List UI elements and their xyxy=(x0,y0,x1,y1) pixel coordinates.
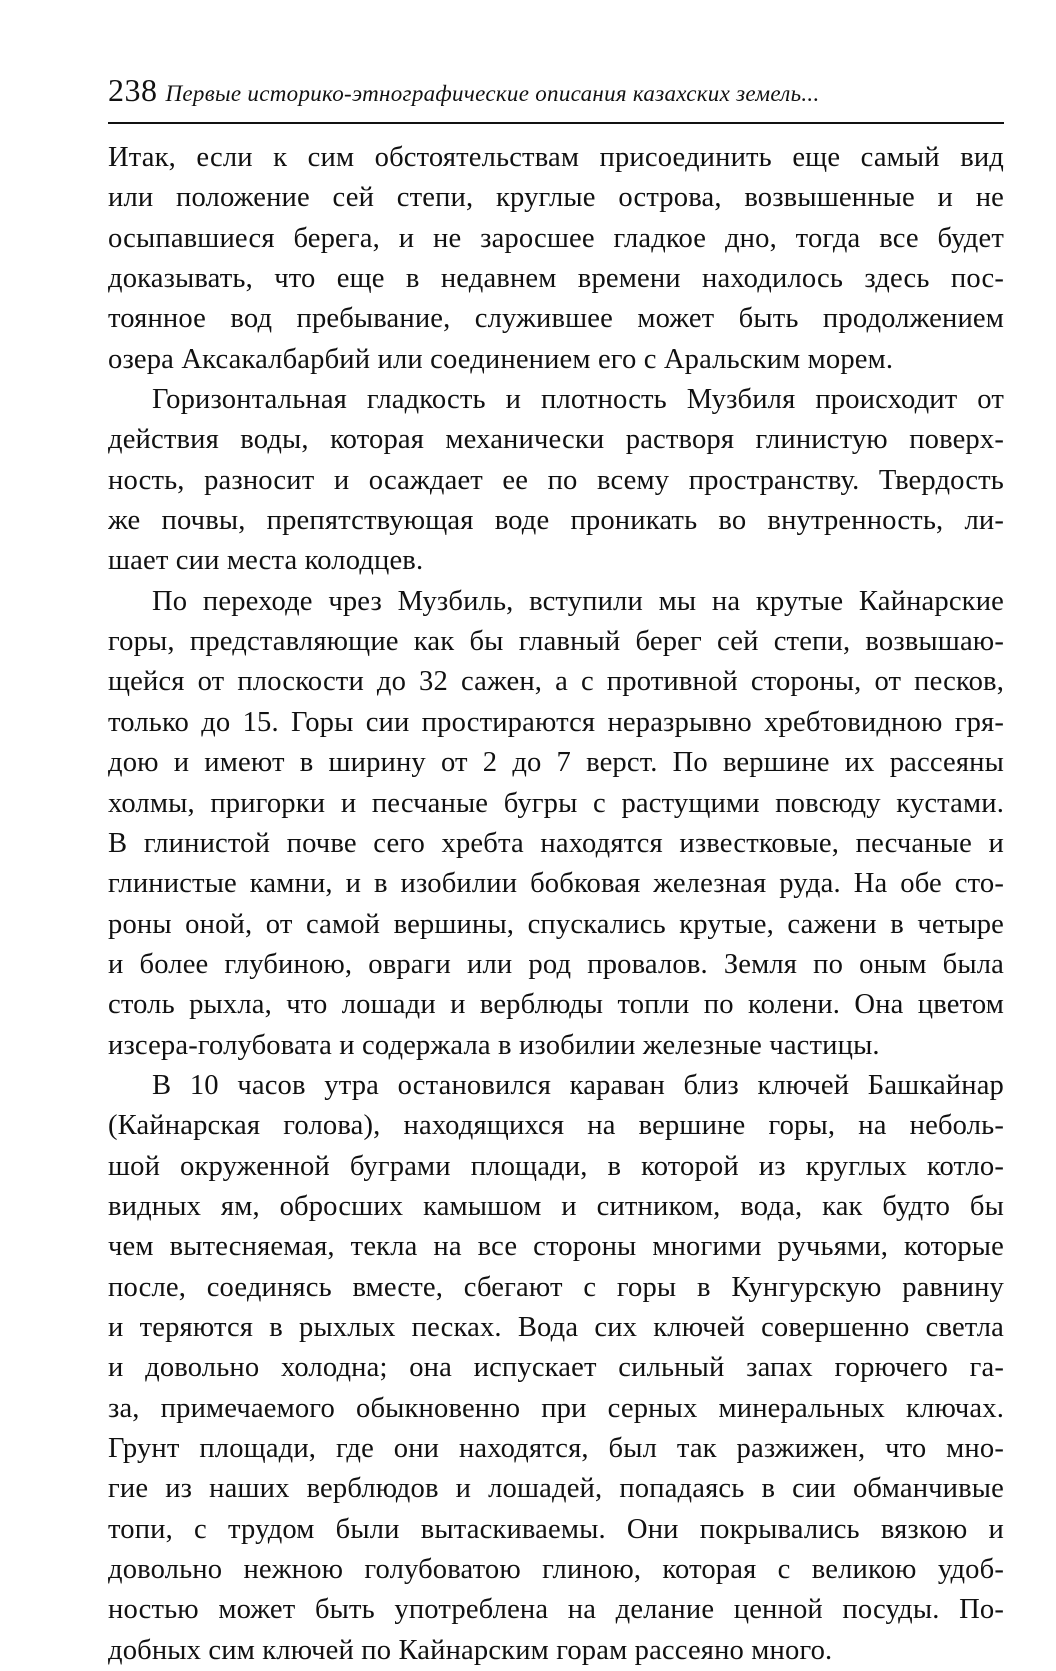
text-line: чем вытесняемая, текла на все стороны многими ручьями, которые xyxy=(108,1231,1004,1263)
paragraph-3 xyxy=(108,582,1004,1066)
page-number: 238 xyxy=(108,72,158,108)
text-line: доказывать, что еще в недавнем времени находилось здесь пос- xyxy=(108,263,1004,295)
text-line: добных сим ключей по Кайнарским горам рассеяно много. xyxy=(108,1634,833,1666)
paragraph-1 xyxy=(108,138,1004,380)
paragraph-4 xyxy=(108,1066,1004,1671)
text-line: же почвы, препятствующая воде проникать во внутренность, ли- xyxy=(108,505,1004,537)
text-line: горы, представляющие как бы главный берег сей степи, возвышаю- xyxy=(108,626,1004,658)
text-line: осыпавшиеся берега, и не заросшее гладкое дно, тогда все будет xyxy=(108,222,1004,254)
text-line: озера Аксакалбарбий или соединением его с Аральским морем. xyxy=(108,343,894,375)
text-line: после, соединясь вместе, сбегают с горы в Кунгурскую равнину xyxy=(108,1271,1004,1303)
text-line: и довольно холодна; она испускает сильный запах горючего га- xyxy=(108,1352,1004,1384)
page-header xyxy=(108,72,1004,118)
text-line: По переходе чрез Музбиль, вступили мы на крутые Кайнарские xyxy=(152,585,1004,617)
text-line: гие из наших верблюдов и лошадей, попадаясь в сии обманчивые xyxy=(108,1473,1004,1505)
text-line: или положение сей степи, круглые острова, возвышенные и не xyxy=(108,182,1004,214)
text-line: Итак, если к сим обстоятельствам присоединить еще самый вид xyxy=(108,142,1004,173)
text-line: изсера-голубовата и содержала в изобилии железные частицы. xyxy=(108,1029,880,1061)
text-line: ностью может быть употреблена на делание ценной посуды. По- xyxy=(108,1594,1004,1626)
text-line: ность, разносит и осаждает ее по всему пространству. Твердость xyxy=(108,464,1004,496)
text-line: дою и имеют в ширину от 2 до 7 верст. По вершине их рассеяны xyxy=(108,747,1004,779)
text-line: глинистые камни, и в изобилии бобковая железная руда. На обе сто- xyxy=(108,868,1004,900)
text-line: топи, с трудом были вытаскиваемы. Они покрывались вязкою и xyxy=(108,1513,1004,1545)
text-line: (Кайнарская голова), находящихся на вершине горы, на неболь- xyxy=(108,1110,1004,1142)
text-line: холмы, пригорки и песчаные бугры с растущими повсюду кустами. xyxy=(108,787,1004,819)
text-line: шой окруженной буграми площади, в которой из круглых котло- xyxy=(108,1150,1004,1182)
text-line: и теряются в рыхлых песках. Вода сих ключей совершенно светла xyxy=(108,1311,1004,1343)
text-line: довольно нежною голубоватою глиною, которая с великою удоб- xyxy=(108,1554,1004,1586)
text-line: Горизонтальная гладкость и плотность Музбиля происходит от xyxy=(152,384,1004,416)
header-rule xyxy=(108,122,1004,124)
text-line: за, примечаемого обыкновенно при серных минеральных ключах. xyxy=(108,1392,1004,1424)
text-line: тоянное вод пребывание, служившее может быть продолжением xyxy=(108,303,1004,335)
running-title: Первые историко-этнографические описания казахских земель... xyxy=(165,81,820,106)
text-line: только до 15. Горы сии простираются неразрывно хребтовидною гря- xyxy=(108,706,1004,738)
text-line: Грунт площади, где они находятся, был так разжижен, что мно- xyxy=(108,1433,1004,1464)
text-line: видных ям, обросших камышом и ситником, вода, как будто бы xyxy=(108,1190,1004,1222)
text-line: В глинистой почве сего хребта находятся известковые, песчаные и xyxy=(108,827,1004,859)
text-line: и более глубиною, овраги или род провалов. Земля по оным была xyxy=(108,948,1004,980)
paragraph-2 xyxy=(108,380,1004,582)
text-line: действия воды, которая механически растворя глинистую поверх- xyxy=(108,424,1004,456)
text-line: шает сии места колодцев. xyxy=(108,545,424,577)
body-text xyxy=(108,138,1004,1671)
text-line: столь рыхла, что лошади и верблюды топли по колени. Она цветом xyxy=(108,989,1004,1021)
text-line: В 10 часов утра остановился караван близ ключей Башкайнар xyxy=(152,1069,1004,1101)
text-line: роны оной, от самой вершины, спускались крутые, сажени в четыре xyxy=(108,908,1004,940)
text-line: щейся от плоскости до 32 сажен, а с противной стороны, от песков, xyxy=(108,666,1004,698)
